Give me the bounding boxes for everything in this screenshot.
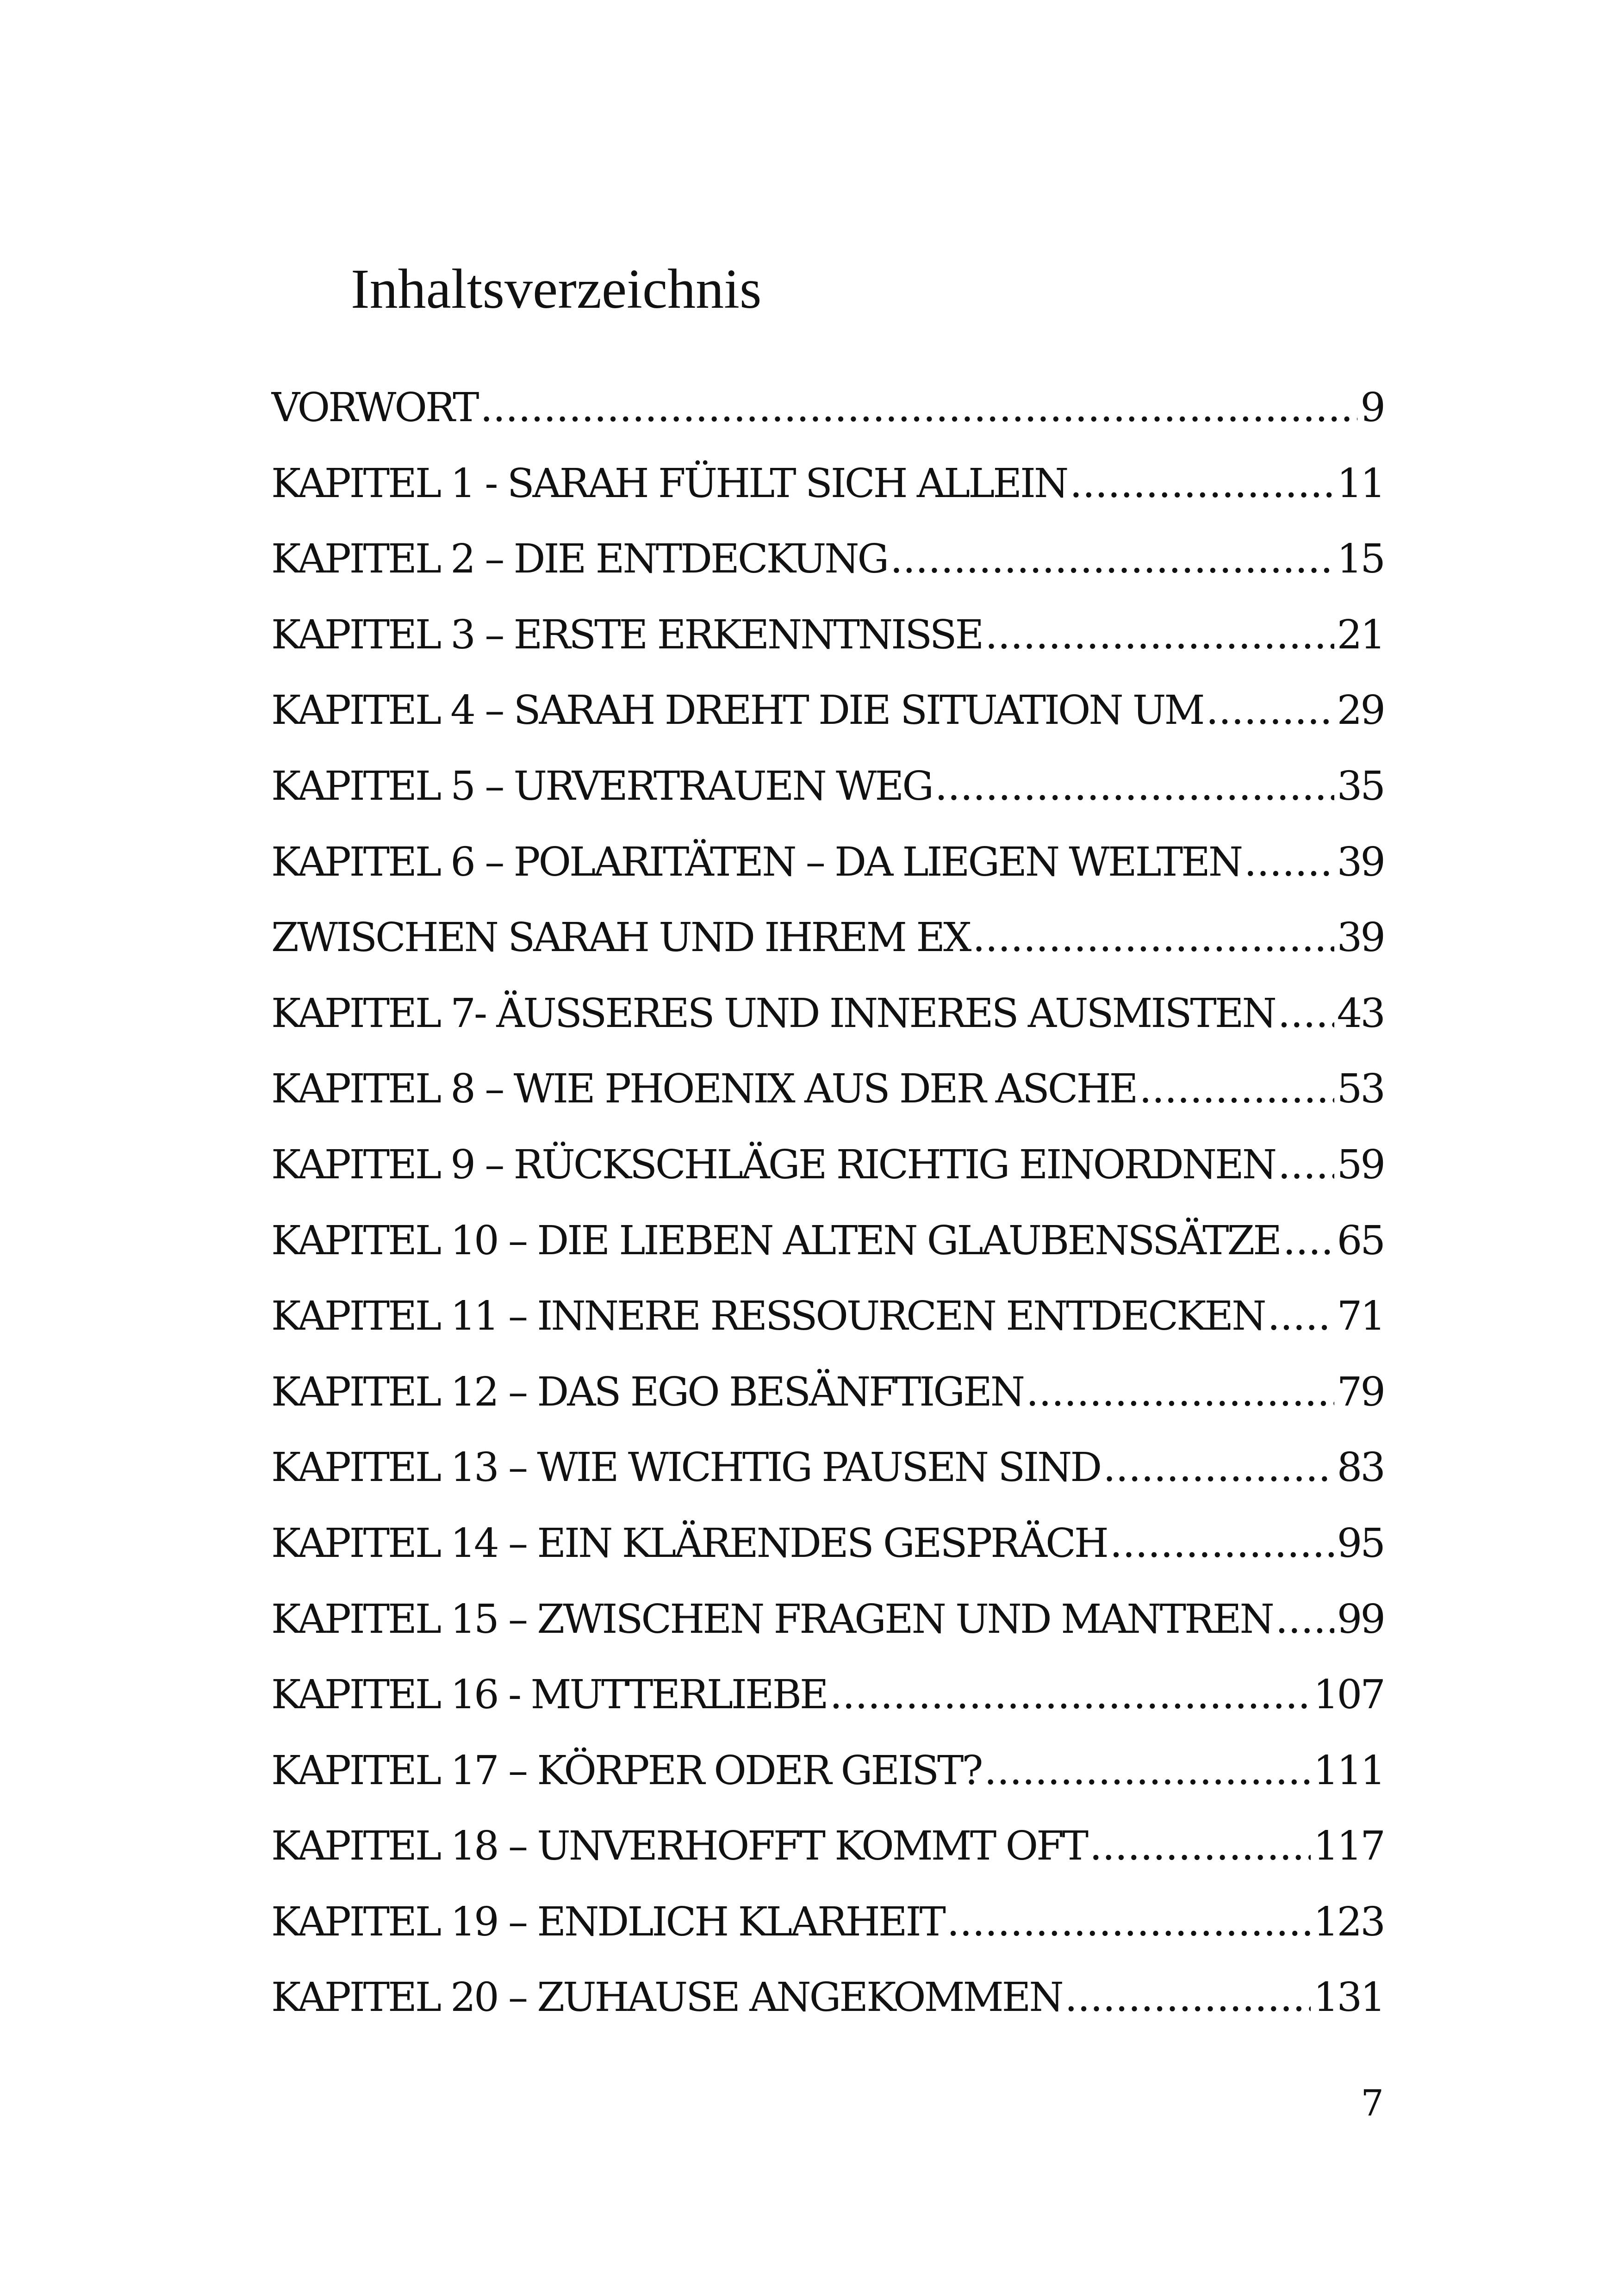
toc-entry-page: 95 bbox=[1337, 1520, 1384, 1567]
toc-leader-dots bbox=[935, 749, 1334, 825]
toc-entry-page: 117 bbox=[1313, 1823, 1384, 1870]
toc-entry-page: 65 bbox=[1337, 1217, 1384, 1264]
toc-entry[interactable] bbox=[271, 1885, 1384, 1960]
toc-entry[interactable] bbox=[271, 522, 1384, 597]
toc-entry-label: KAPITEL 10 – DIE LIEBEN ALTEN GLAUBENSSÄTZE bbox=[271, 1217, 1281, 1264]
toc-leader-dots bbox=[1103, 1430, 1334, 1506]
toc-leader-dots bbox=[984, 1733, 1310, 1809]
toc-entry-label: KAPITEL 5 – URVERTRAUEN WEG bbox=[271, 763, 932, 809]
toc-entry-page: 83 bbox=[1337, 1444, 1384, 1491]
toc-entry[interactable] bbox=[271, 446, 1384, 522]
toc-entry[interactable] bbox=[271, 673, 1384, 749]
toc-entry-label: KAPITEL 15 – ZWISCHEN FRAGEN UND MANTREN bbox=[271, 1596, 1273, 1643]
toc-leader-dots bbox=[985, 597, 1334, 673]
toc-entry-label: KAPITEL 3 – ERSTE ERKENNTNISSE bbox=[271, 611, 983, 658]
toc-entry[interactable] bbox=[271, 900, 1384, 976]
toc-entry-label: KAPITEL 17 – KÖRPER ODER GEIST? bbox=[271, 1747, 982, 1794]
toc-entry-label: KAPITEL 16 - MUTTERLIEBE bbox=[271, 1672, 827, 1718]
toc-entry[interactable] bbox=[271, 1052, 1384, 1127]
toc-leader-dots bbox=[972, 900, 1334, 976]
toc-entry-label: KAPITEL 2 – DIE ENTDECKUNG bbox=[271, 536, 888, 583]
toc-leader-dots bbox=[1070, 446, 1334, 522]
toc-leader-dots bbox=[1283, 1203, 1334, 1279]
toc-entry-page: 59 bbox=[1337, 1141, 1384, 1188]
toc-entry-page: 35 bbox=[1337, 763, 1384, 809]
toc-entry-label: KAPITEL 20 – ZUHAUSE ANGEKOMMEN bbox=[271, 1974, 1062, 2021]
toc-entry[interactable] bbox=[271, 1279, 1384, 1355]
toc-leader-dots bbox=[1267, 1279, 1334, 1355]
toc-leader-dots bbox=[890, 522, 1334, 597]
toc-leader-dots bbox=[1026, 1355, 1334, 1431]
toc-entry-page: 29 bbox=[1337, 687, 1384, 734]
toc-leader-dots bbox=[830, 1657, 1311, 1733]
toc-entry-page: 79 bbox=[1337, 1369, 1384, 1415]
toc-entry-label: KAPITEL 9 – RÜCKSCHLÄGE RICHTIG EINORDNEN bbox=[271, 1141, 1276, 1188]
toc-entry-label: KAPITEL 12 – DAS EGO BESÄNFTIGEN bbox=[271, 1369, 1024, 1415]
toc-leader-dots bbox=[480, 370, 1357, 446]
toc-entry[interactable] bbox=[271, 1960, 1384, 2036]
toc-entry-page: 123 bbox=[1313, 1898, 1384, 1945]
toc-entry-page: 9 bbox=[1360, 385, 1384, 431]
toc-leader-dots bbox=[1139, 1052, 1334, 1127]
toc-entry-label: KAPITEL 7- ÄUSSERES UND INNERES AUSMISTEN bbox=[271, 990, 1275, 1037]
toc-entry-label: KAPITEL 8 – WIE PHOENIX AUS DER ASCHE bbox=[271, 1066, 1137, 1113]
toc-entry[interactable] bbox=[271, 825, 1384, 901]
toc-entry-page: 39 bbox=[1337, 839, 1384, 885]
toc-entry-page: 111 bbox=[1313, 1747, 1384, 1794]
toc-entry[interactable] bbox=[271, 1203, 1384, 1279]
toc-entry[interactable] bbox=[271, 1582, 1384, 1658]
toc-entry[interactable] bbox=[271, 749, 1384, 825]
toc-entry-label: KAPITEL 14 – EIN KLÄRENDES GESPRÄCH bbox=[271, 1520, 1107, 1567]
toc-leader-dots bbox=[1278, 976, 1334, 1052]
toc-entry[interactable] bbox=[271, 1430, 1384, 1506]
page-number: 7 bbox=[1361, 2083, 1384, 2124]
toc-entry-page: 131 bbox=[1313, 1974, 1384, 2021]
toc-entry-page: 43 bbox=[1337, 990, 1384, 1037]
toc-leader-dots bbox=[1110, 1506, 1334, 1582]
toc-entry-page: 99 bbox=[1337, 1596, 1384, 1643]
toc-entry-page: 21 bbox=[1337, 611, 1384, 658]
toc-entry[interactable] bbox=[271, 597, 1384, 673]
toc-entry-label: ZWISCHEN SARAH UND IHREM EX bbox=[271, 915, 970, 961]
toc-leader-dots bbox=[1276, 1582, 1334, 1658]
toc-entry[interactable] bbox=[271, 1127, 1384, 1203]
toc-entry-page: 53 bbox=[1337, 1066, 1384, 1113]
toc-entry-label: KAPITEL 18 – UNVERHOFFT KOMMT OFT bbox=[271, 1823, 1087, 1870]
toc-leader-dots bbox=[1278, 1127, 1334, 1203]
toc-entry-label: KAPITEL 1 - SARAH FÜHLT SICH ALLEIN bbox=[271, 460, 1067, 507]
toc-leader-dots bbox=[1206, 673, 1334, 749]
toc-entry-label: KAPITEL 19 – ENDLICH KLARHEIT bbox=[271, 1898, 944, 1945]
toc-entry-page: 39 bbox=[1337, 915, 1384, 961]
toc-entry-label: KAPITEL 4 – SARAH DREHT DIE SITUATION UM bbox=[271, 687, 1203, 734]
toc-entry[interactable] bbox=[271, 1733, 1384, 1809]
toc-entry[interactable] bbox=[271, 1657, 1384, 1733]
toc-entry-label: KAPITEL 13 – WIE WICHTIG PAUSEN SIND bbox=[271, 1444, 1101, 1491]
toc-entry-label: KAPITEL 6 – POLARITÄTEN – DA LIEGEN WELTEN bbox=[271, 839, 1242, 885]
page-title: Inhaltsverzeichnis bbox=[351, 257, 762, 320]
toc-leader-dots bbox=[1244, 825, 1334, 901]
toc-entry[interactable] bbox=[271, 1809, 1384, 1885]
toc-entry[interactable] bbox=[271, 370, 1384, 446]
toc-leader-dots bbox=[1089, 1809, 1311, 1885]
toc-entry-page: 11 bbox=[1337, 460, 1384, 507]
toc-entry-page: 15 bbox=[1337, 536, 1384, 583]
toc-leader-dots bbox=[1065, 1960, 1311, 2036]
toc-entry-page: 107 bbox=[1313, 1672, 1384, 1718]
toc-entry[interactable] bbox=[271, 1355, 1384, 1431]
table-of-contents bbox=[271, 370, 1384, 2036]
toc-entry-label: VORWORT bbox=[271, 385, 478, 431]
toc-leader-dots bbox=[947, 1885, 1311, 1960]
toc-entry-page: 71 bbox=[1337, 1293, 1384, 1340]
toc-entry-label: KAPITEL 11 – INNERE RESSOURCEN ENTDECKEN bbox=[271, 1293, 1265, 1340]
toc-entry[interactable] bbox=[271, 1506, 1384, 1582]
toc-entry[interactable] bbox=[271, 976, 1384, 1052]
